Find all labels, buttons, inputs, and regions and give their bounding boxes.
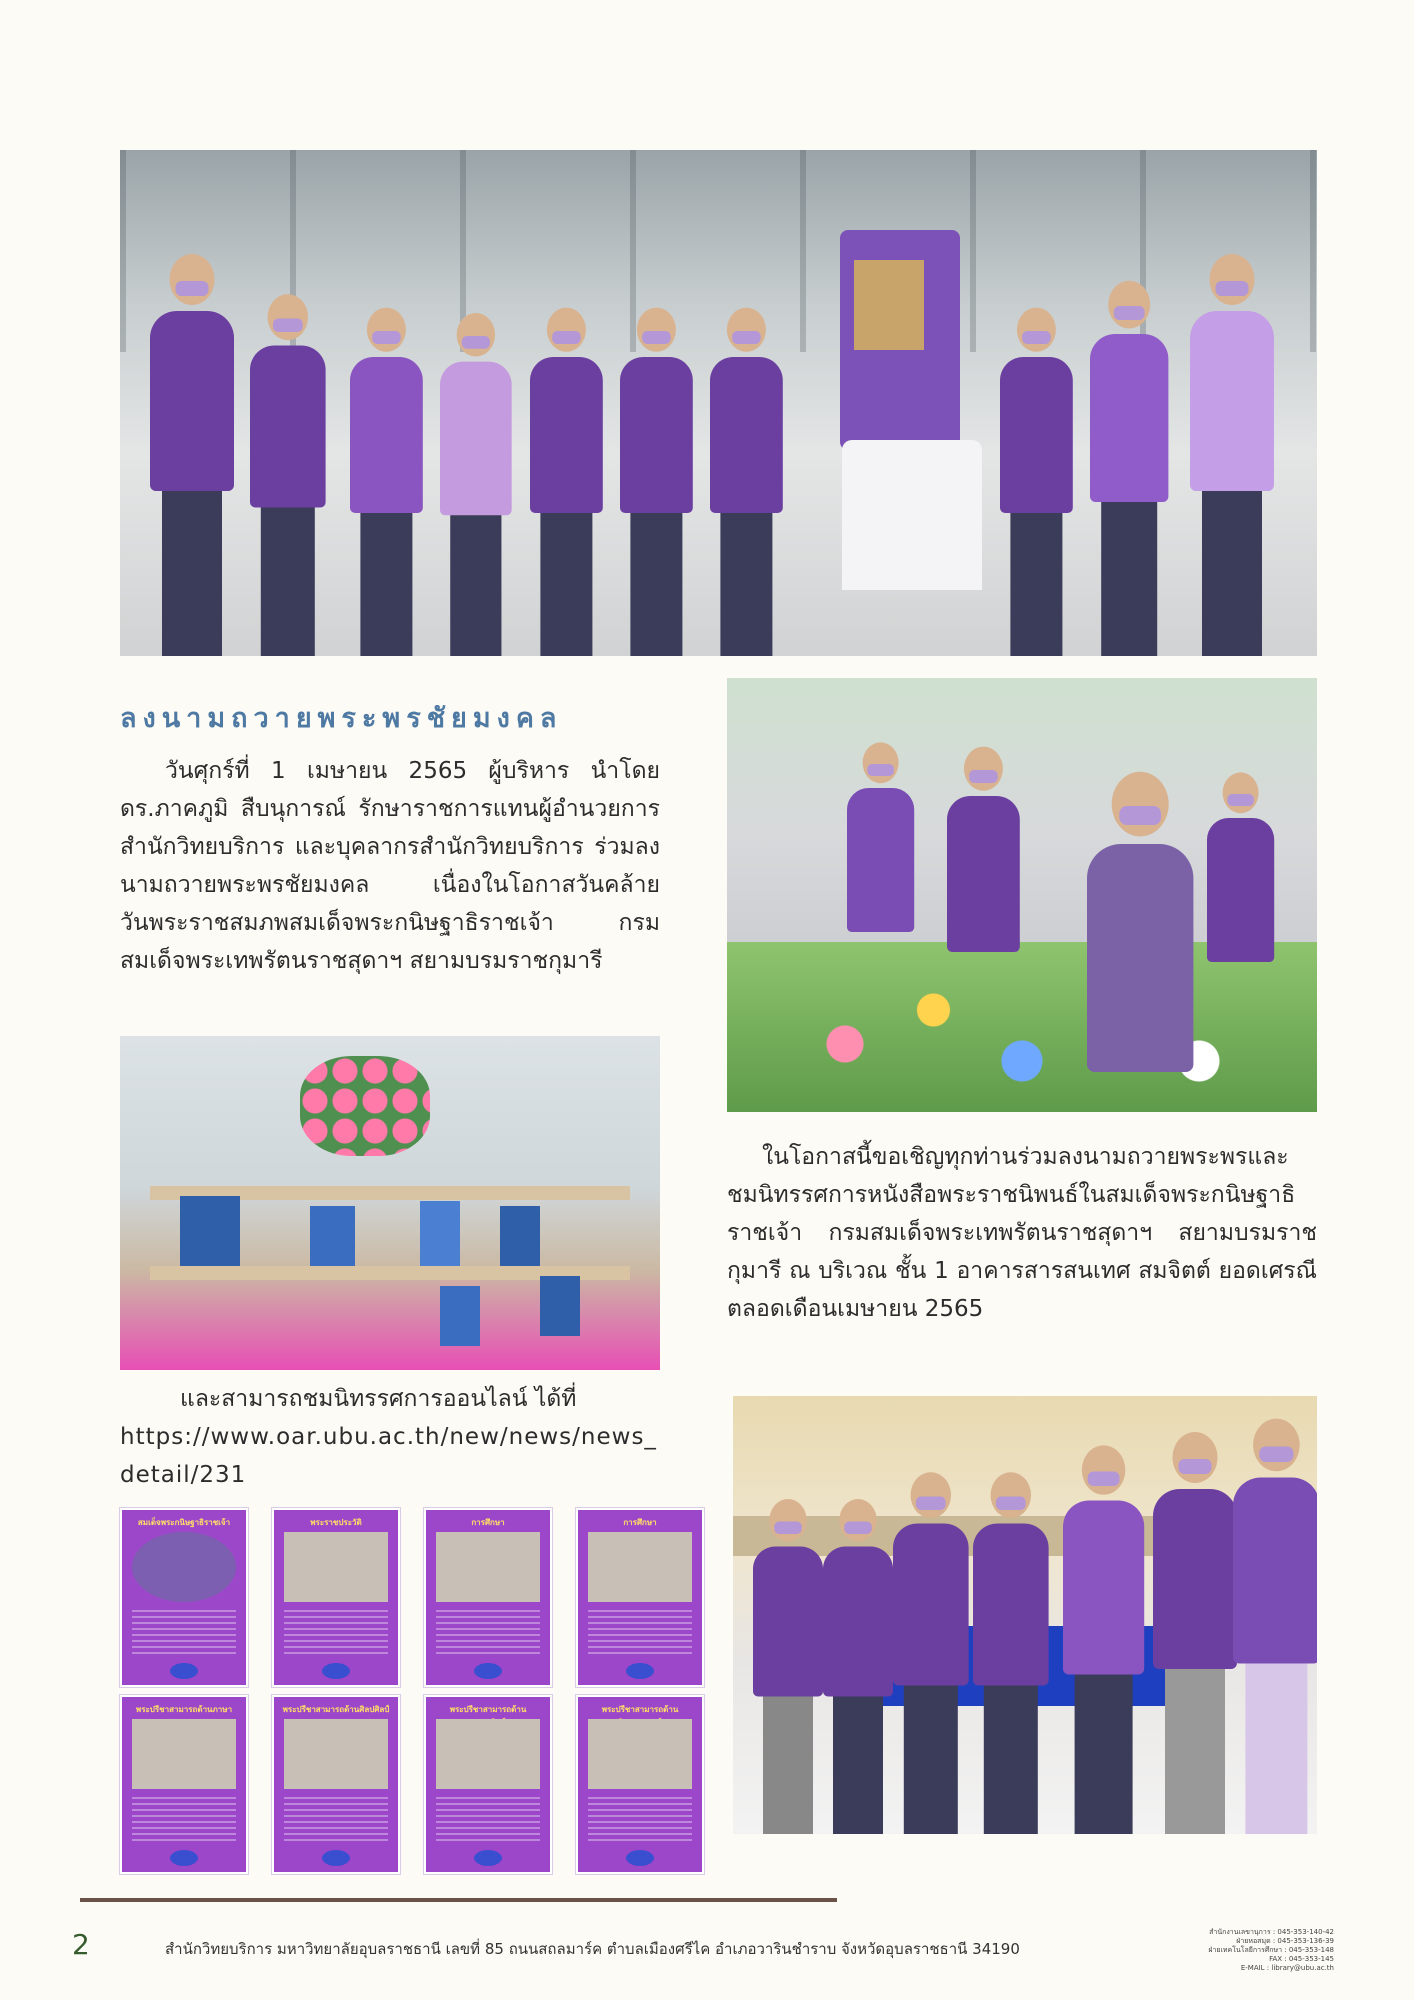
intro-paragraph: วันศุกร์ที่ 1 เมษายน 2565 ผู้บริหาร นำโดย ดร.ภาคภูมิ สืบนุการณ์ รักษาราชการแทนผู้อำนวยการสำนักวิทยบริการ และบุคลากรสำนักวิทยบริการ ร่วมลงนามถวายพระพรชัยมงคล เนื่องในโอกาสวันคล้ายวันพระราชสมภพสมเด็จพระกนิษฐาธิราชเจ้า กรมสมเด็จพระเทพรัตนราชสุดาฯ สยามบรมราชกุมารี [120,758,660,974]
article-headline: ลงนามถวายพระพรชัยมงคล [120,703,563,734]
page-number: 2 [72,1928,90,1961]
contact-line: FAX : 045-353-145 [1269,1955,1334,1963]
book-display-photo [120,1036,660,1370]
poster [424,1508,552,1687]
poster-title: พระปรีชาสามารถด้านศิลปศิลป์ [282,1705,390,1714]
poster-grid [120,1508,700,1870]
poster [120,1695,248,1874]
exhibition-group-photo [733,1396,1317,1834]
contact-line: ฝ่ายหอสมุด : 045-353-136-39 [1236,1937,1334,1945]
poster [272,1695,400,1874]
poster-title: พระปรีชาสามารถด้าน [449,1705,527,1714]
poster-title: พระปรีชาสามารถด้าน [601,1705,679,1714]
contact-line: ฝ่ายเทคโนโลยีการศึกษา : 045-353-148 [1208,1946,1334,1954]
poster-title: การศึกษา [623,1518,657,1527]
online-label: และสามารถชมนิทรรศการออนไลน์ ได้ที่ [180,1386,577,1412]
poster-title: พระปรีชาสามารถด้านภาษา [135,1705,233,1714]
online-exhibition-text [120,1380,660,1494]
poster [576,1508,704,1687]
invite-paragraph: ในโอกาสนี้ขอเชิญทุกท่านร่วมลงนามถวายพระพรและชมนิทรรศการหนังสือพระราชนิพนธ์ในสมเด็จพระกนิษฐาธิราชเจ้า กรมสมเด็จพระเทพรัตนราชสุดาฯ สยามบรมราชกุมารี ณ บริเวณ ชั้น 1 อาคารสารสนเทศ สมจิตต์ ยอดเศรณี ตลอดเดือนเมษายน 2565 [727,1144,1317,1322]
group-photo-top [120,150,1317,656]
poster-title: สมเด็จพระกนิษฐาธิราชเจ้า [137,1518,231,1527]
poster [576,1695,704,1874]
poster-title: พระราชประวัติ [310,1518,362,1527]
contact-line: E-MAIL : library@ubu.ac.th [1240,1964,1334,1972]
poster [120,1508,248,1687]
poster [424,1695,552,1874]
contact-line: สำนักงานเลขานุการ : 045-353-140-42 [1209,1928,1334,1936]
footer-address: สำนักวิทยบริการ มหาวิทยาลัยอุบลราชธานี เลขที่ 85 ถนนสถลมาร์ค ตำบลเมืองศรีไค อำเภอวารินชำราบ จังหวัดอุบลราชธานี 34190 [165,1940,1020,1958]
online-url-link[interactable]: https://www.oar.ubu.ac.th/new/news/news_detail/231 [120,1424,657,1488]
footer-rule [80,1898,837,1902]
signing-photo [727,678,1317,1112]
poster-title: การศึกษา [471,1518,505,1527]
footer-contacts [1134,1928,1334,1973]
poster [272,1508,400,1687]
